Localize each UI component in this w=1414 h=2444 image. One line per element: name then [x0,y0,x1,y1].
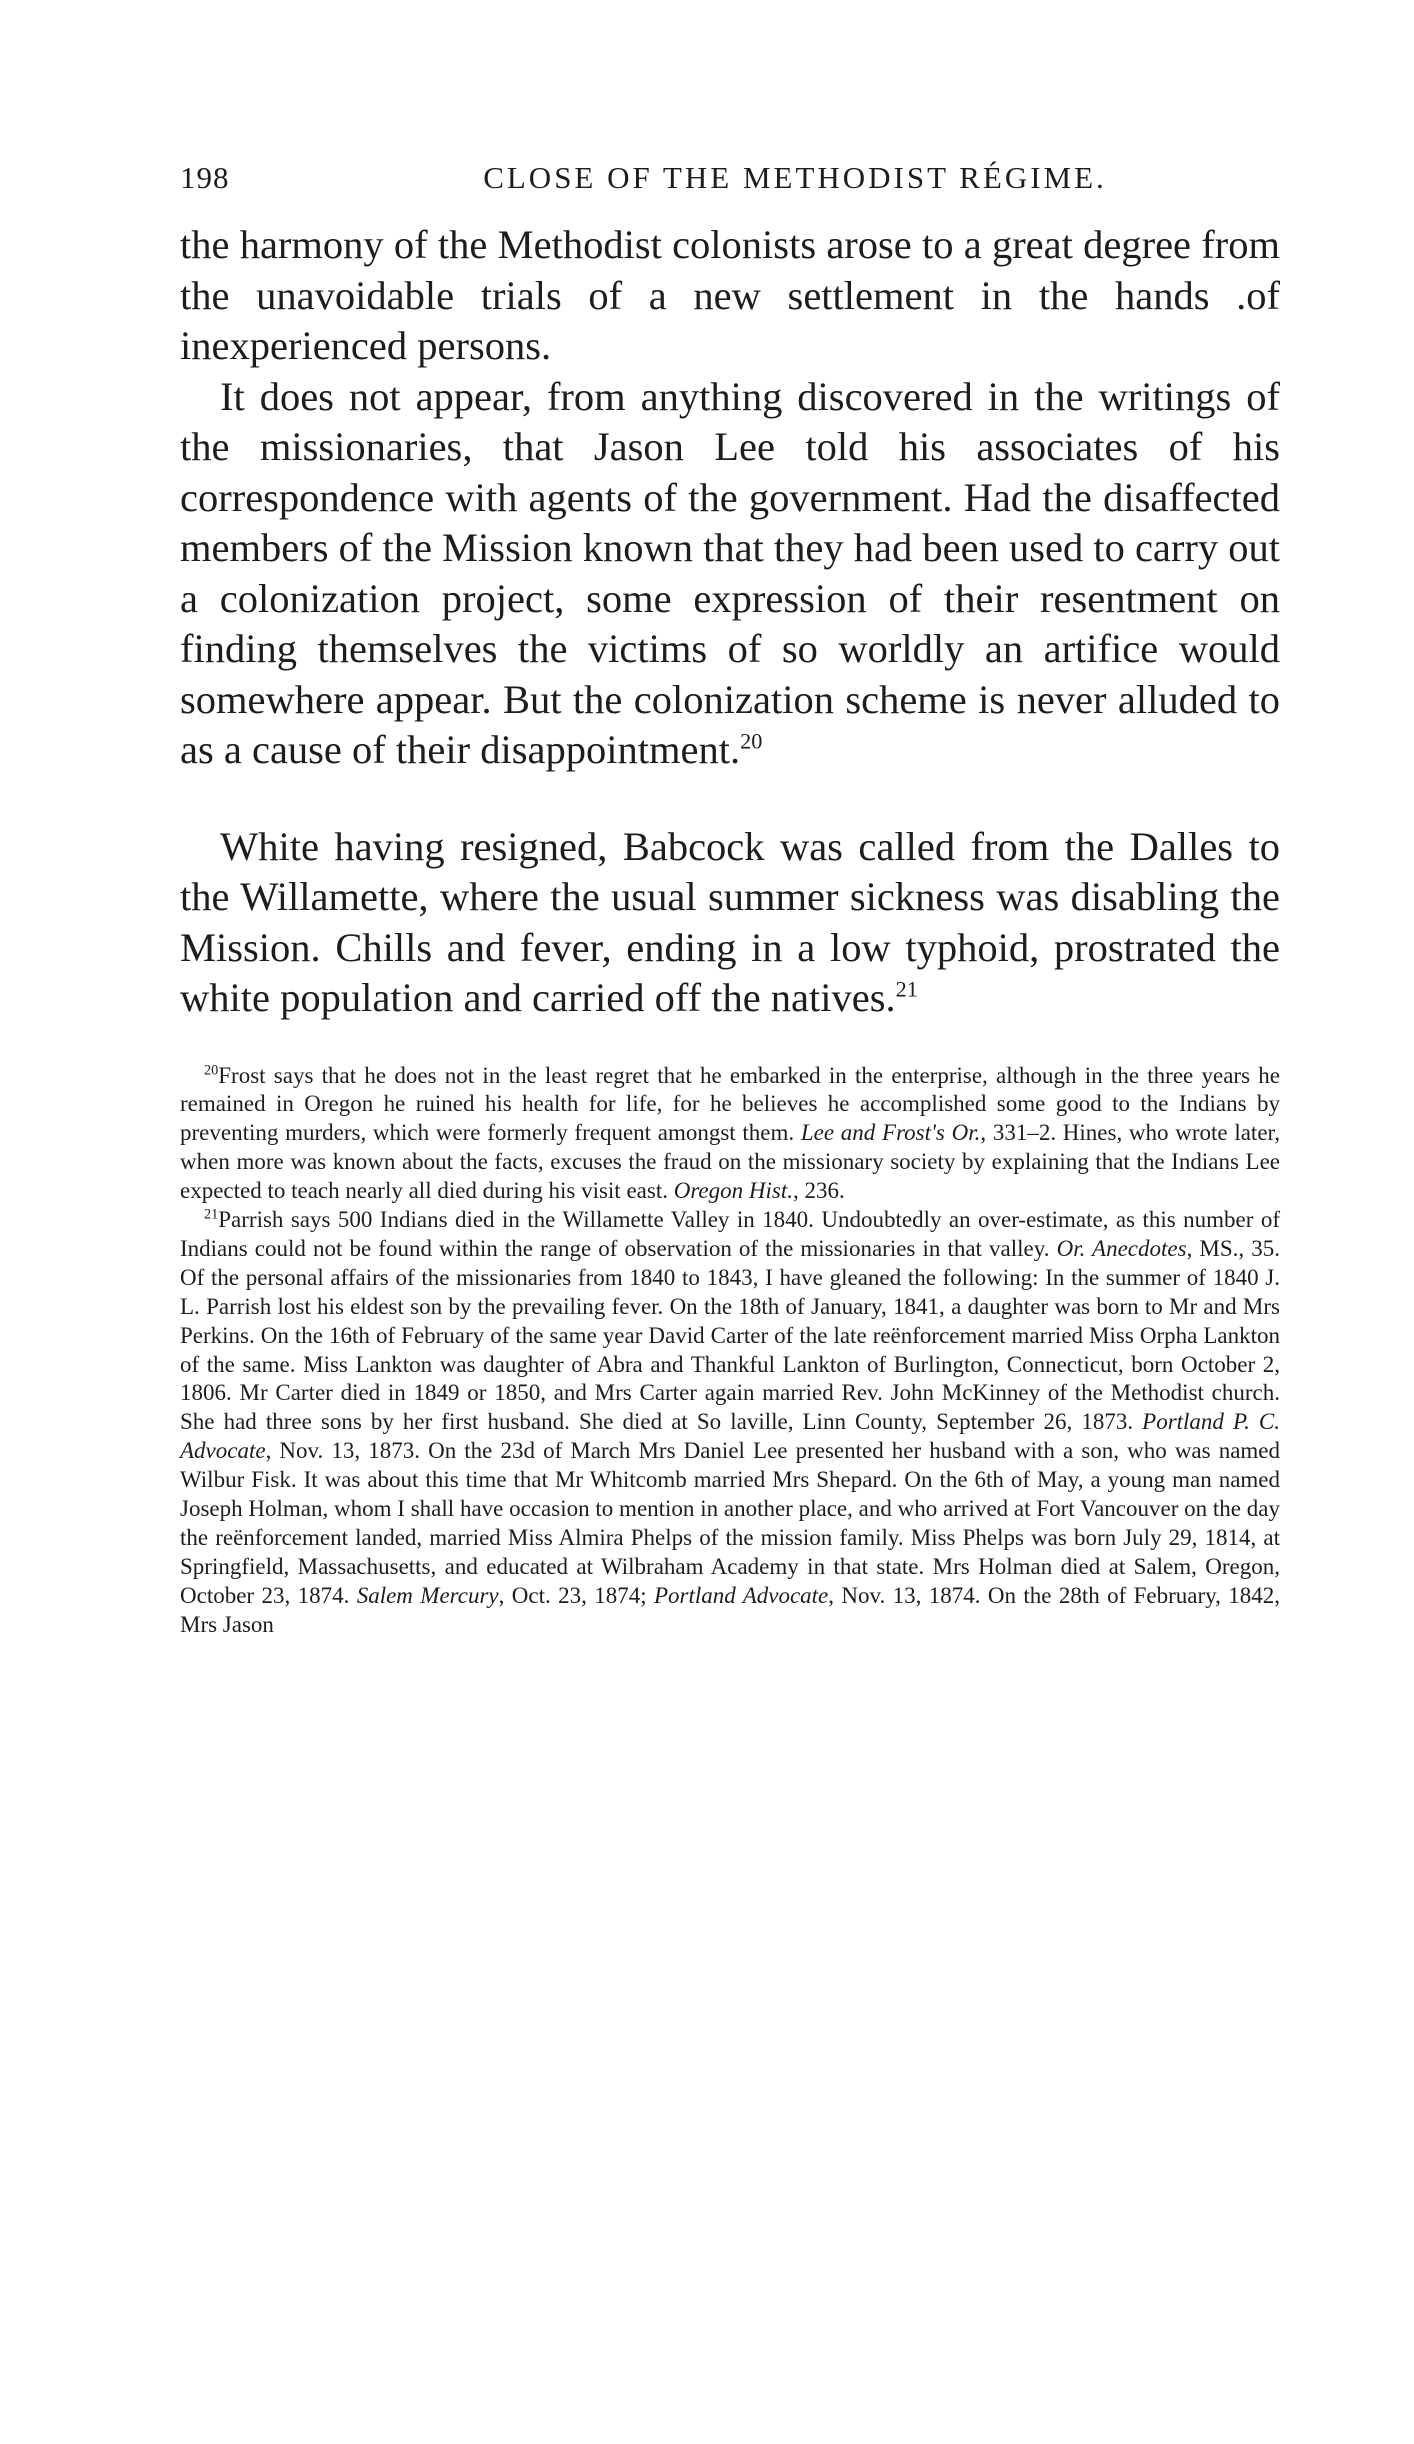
footnote-reference: 21 [895,976,918,1002]
body-text [180,220,1280,1024]
footnote-reference: 20 [740,728,763,754]
citation: Lee and Frost's Or. [800,1120,981,1146]
page-header [180,160,1280,220]
citation: Portland Advocate [653,1582,829,1608]
citation: Portland P. C. Advocate [180,1409,1280,1464]
paragraph: White having resigned, Babcock was called from the Dalles to the Willamette, where the usual summer sickness was disabling the Mission. Chills and fever, ending in a low typhoid, prostrated the white population and carried off the natives.$^{21}$ [180,823,1280,1020]
paragraph: It does not appear, from anything discovered in the writings of the missionaries, that Jason Lee told his associates of his correspondence with agents of the government. Had the disaffected members of the Mission known that they had been used to carry out a colonization project, some expression of their resentment on finding themselves the victims of so worldly an artifice would somewhere appear. But the colonization scheme is never alluded to as a cause of their disappointment.$^{20}$ [180,373,1281,772]
running-title: CLOSE OF THE METHODIST RÉGIME. [483,160,1107,195]
footnote-21: $^{21}$Parrish says 500 Indians died in the Willamette Valley in 1840. Undoubtedly an over-estimate, as this number of Indians could not be found within the range of observation of the missionaries in that valley. Or. Anecdotes, MS., 35. Of the personal affairs of the missionaries from 1840 to 1843, I have gleaned the following: In the summer of 1840 J. L. Parrish lost his eldest son by the prevailing fever. On the 18th of January, 1841, a daughter was born to Mr and Mrs Perkins. On the 16th of February of the same year David Carter of the late reënforcement married Miss Orpha Lankton of the same. Miss Lankton was daughter of Abra and Thankful Lankton of Burlington, Connecticut, born October 2, 1806. Mr Carter died in 1849 or 1850, and Mrs Carter again married Rev. John McKinney of the Methodist church. She had three sons by her first husband. She died at So laville, Linn County, September 26, 1873. Portland P. C. Advocate, Nov. 13, 1873. On the 23d of March Mrs Daniel Lee presented her husband with a son, who was named Wilbur Fisk. It was about this time that Mr Whitcomb married Mrs Shepard. On the 6th of May, a young man named Joseph Holman, whom I shall have occasion to mention in another place, and who arrived at Fort Vancouver on the day the reënforcement landed, married Miss Almira Phelps of the mission family. Miss Phelps was born July 29, 1814, at Springfield, Massachusetts, and educated at Wilbraham Academy in that state. Mrs Holman died at Salem, Oregon, October 23, 1874. Salem Mercury, Oct. 23, 1874; Portland Advocate, Nov. 13, 1874. On the 28th of February, 1842, Mrs Jason [180,1206,1281,1637]
page-number: 198 [180,160,230,195]
citation: Salem Mercury [356,1582,499,1608]
footnotes [180,1062,1280,1640]
footnote-marker: 21 [204,1206,219,1223]
paragraph: the harmony of the Methodist colonists arose to a great degree from the unavoidable trials of a new settlement in the hands .of inexperienced persons. [180,222,1280,368]
citation: Or. Anecdotes [1056,1235,1187,1261]
footnote-20: $^{20}$Frost says that he does not in the least regret that he embarked in the enterprise, although in the three years he remained in Oregon he ruined his health for life, for he believes he accomplished some good to the Indians by preventing murders, which were formerly frequent amongst them. Lee and Frost's Or., 331–2. Hines, who wrote later, when more was known about the facts, excuses the fraud on the missionary society by explaining that the Indians Lee expected to teach nearly all died during his visit east. Oregon Hist., 236. [180,1061,1281,1204]
footnote-marker: 20 [204,1061,219,1078]
citation: Oregon Hist. [673,1178,793,1204]
book-page [180,160,1280,1640]
